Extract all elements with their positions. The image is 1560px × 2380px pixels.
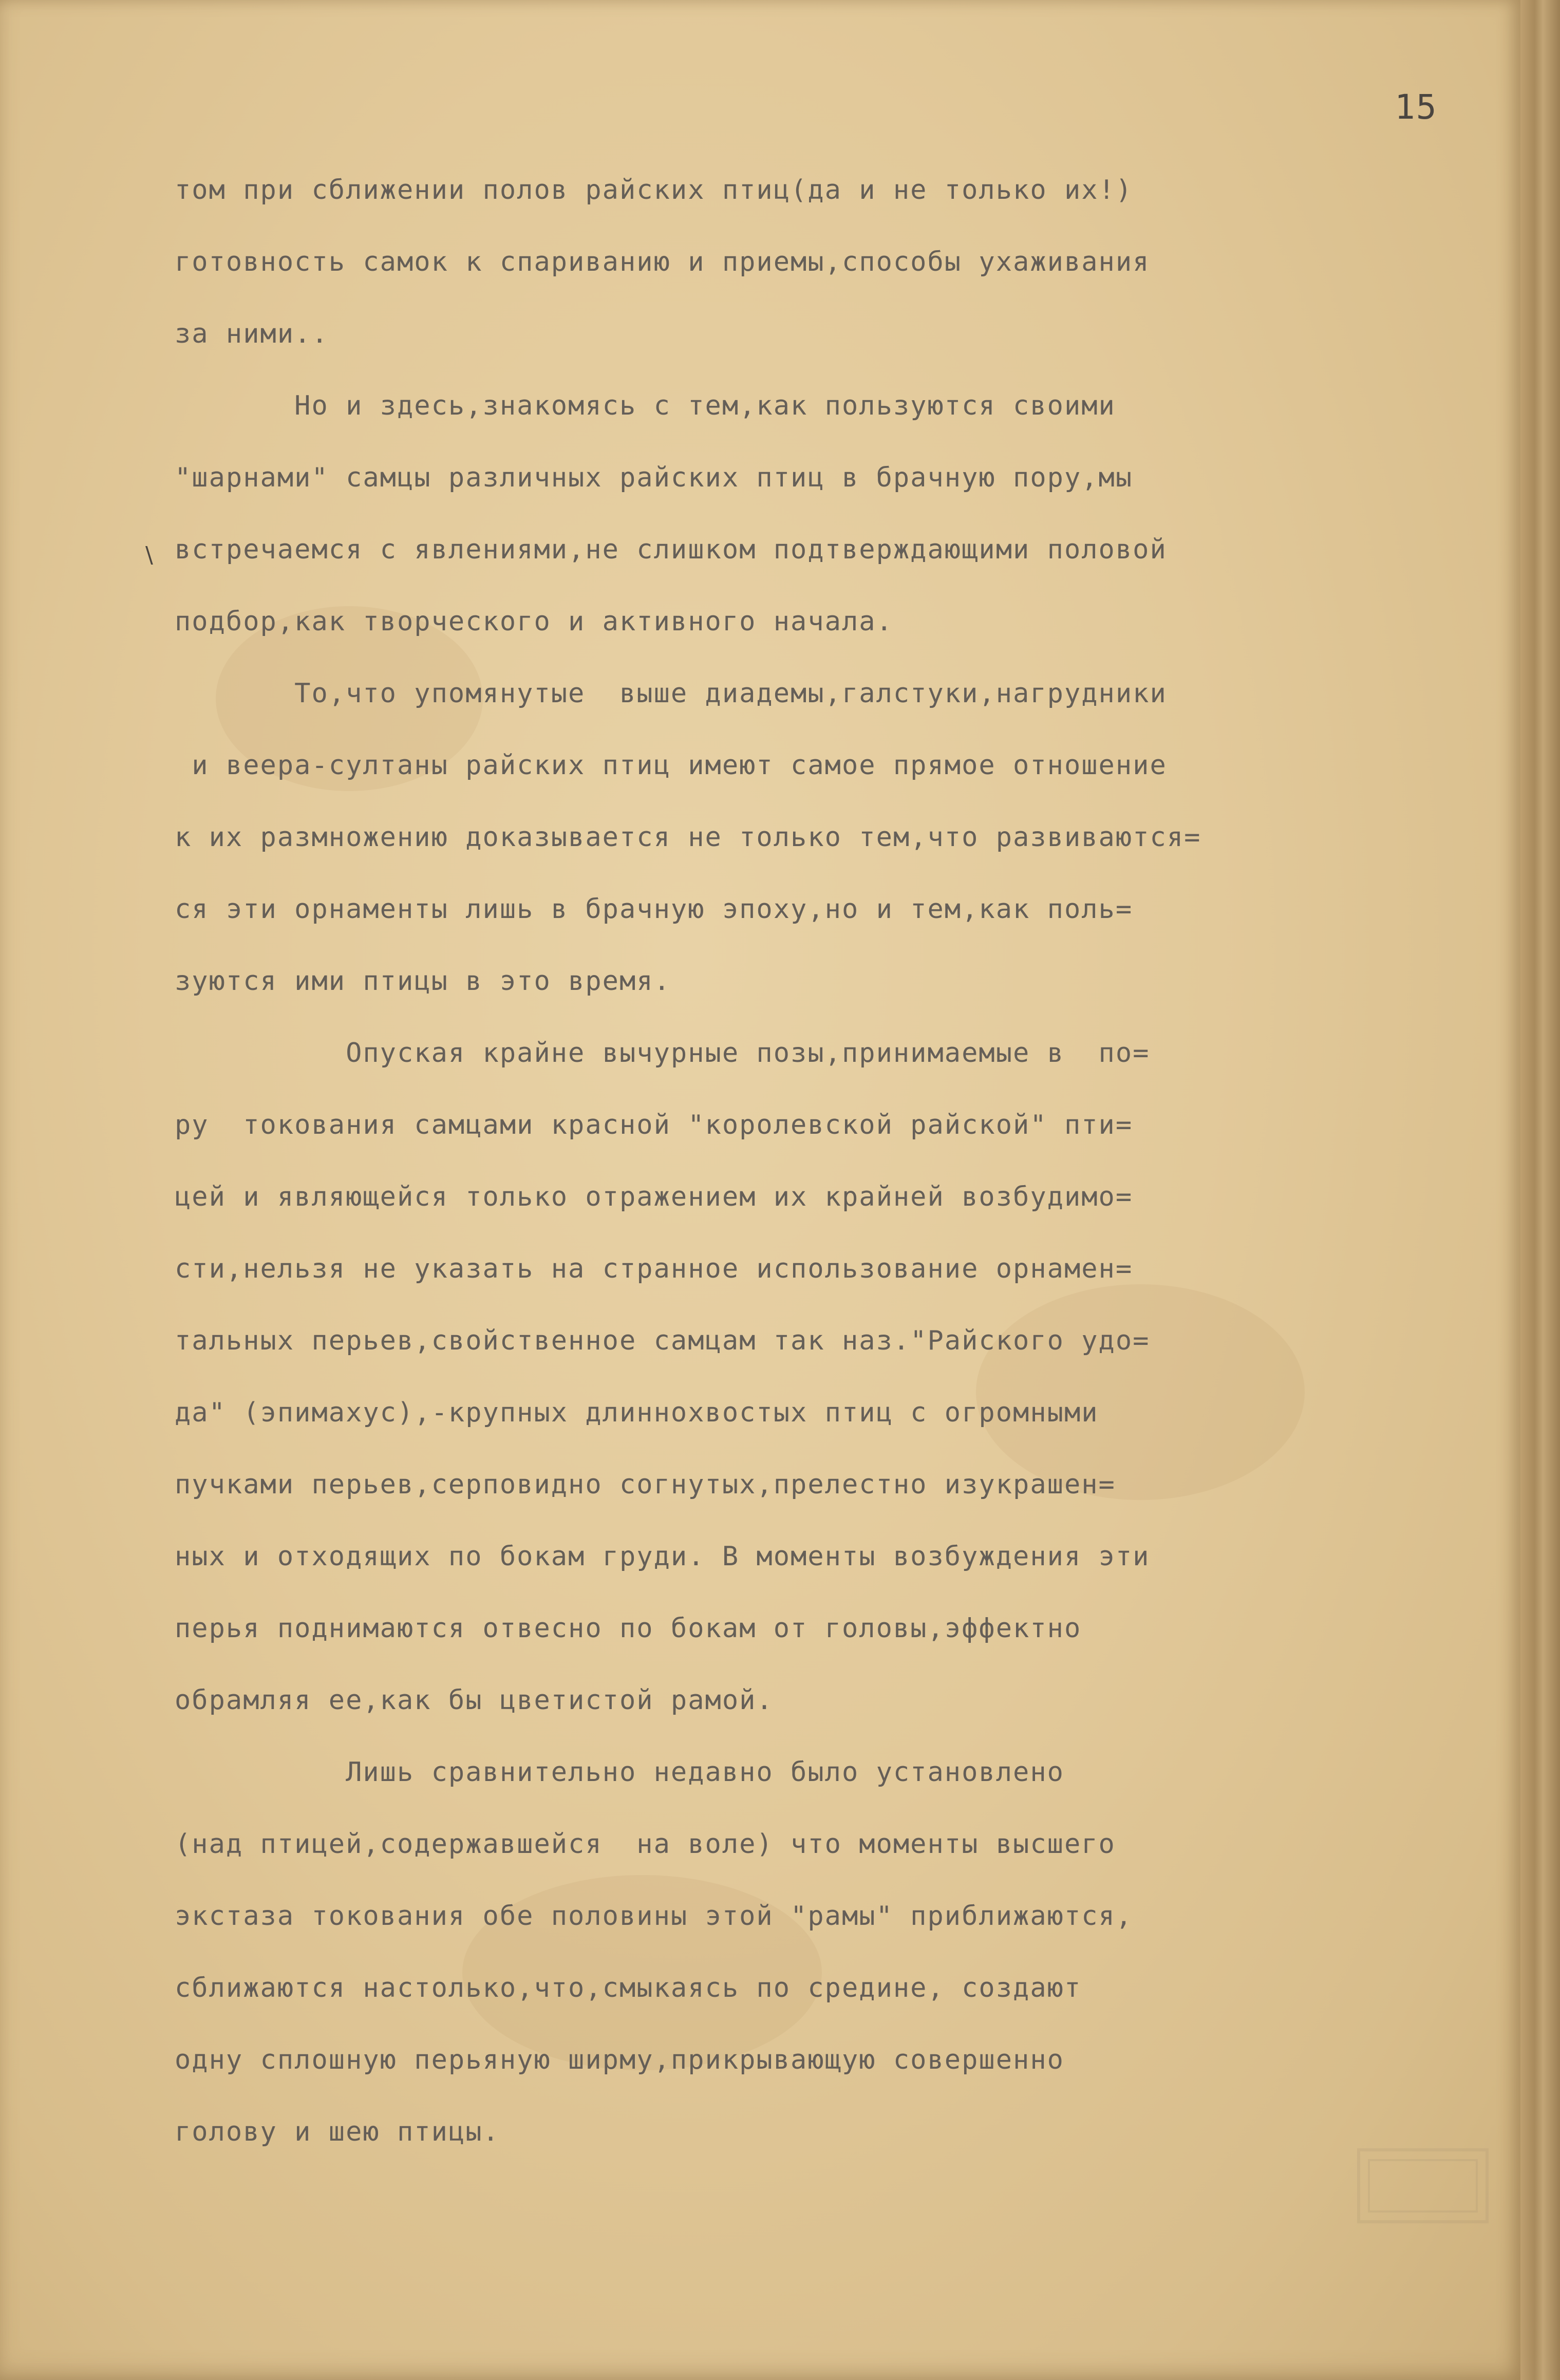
text-line: подбор,как творческого и активного начала. xyxy=(175,606,893,637)
text-line: голову и шею птицы. xyxy=(175,2116,500,2147)
body-text xyxy=(175,154,1520,2168)
text-line: обрамляя ее,как бы цветистой рамой. xyxy=(175,1685,774,1716)
text-line: (над птицей,содержавшейся на воле) что моменты высшего xyxy=(175,1829,1116,1860)
text-line: том при сближении полов райских птиц(да и не только их!) xyxy=(175,175,1133,205)
text-line: экстаза токования обе половины этой "рамы" приближаются, xyxy=(175,1901,1133,1932)
page-number: 15 xyxy=(1395,87,1438,127)
text-line: Но и здесь,знакомясь с тем,как пользуются своими xyxy=(175,390,1116,421)
text-line: сти,нельзя не указать на странное использование орнамен= xyxy=(175,1253,1133,1284)
text-line: сближаются настолько,что,смыкаясь по средине, создают xyxy=(175,1973,1082,2003)
text-line: То,что упомянутые выше диадемы,галстуки,нагрудники xyxy=(175,678,1167,709)
text-line: тальных перьев,свойственное самцам так наз."Райского удо= xyxy=(175,1325,1150,1356)
text-line: и веера-султаны райских птиц имеют самое прямое отношение xyxy=(175,750,1167,781)
text-line: перья поднимаются отвесно по бокам от головы,эффектно xyxy=(175,1613,1082,1644)
text-line: зуются ими птицы в это время. xyxy=(175,966,671,997)
text-line: к их размножению доказывается не только тем,что развиваются= xyxy=(175,822,1201,853)
text-line: цей и являющейся только отражением их крайней возбудимо= xyxy=(175,1182,1133,1212)
text-line: пучками перьев,серповидно согнутых,прелестно изукрашен= xyxy=(175,1469,1116,1500)
text-line: готовность самок к спариванию и приемы,способы ухаживания xyxy=(175,247,1150,277)
text-line: Опуская крайне вычурные позы,принимаемые в по= xyxy=(175,1038,1150,1069)
text-line: да" (эпимахус),-крупных длиннохвостых птиц с огромными xyxy=(175,1397,1099,1428)
text-line: встречаемся с явлениями,не слишком подтверждающими половой xyxy=(175,534,1167,565)
text-line: за ними.. xyxy=(175,318,329,349)
archive-watermark xyxy=(1356,2147,1490,2224)
margin-mark: \ xyxy=(145,542,153,568)
text-line: ся эти орнаменты лишь в брачную эпоху,но и тем,как поль= xyxy=(175,894,1133,925)
text-line: ных и отходящих по бокам груди. В моменты возбуждения эти xyxy=(175,1541,1150,1572)
text-line: Лишь сравнительно недавно было установлено xyxy=(175,1757,1064,1788)
text-line: "шарнами" самцы различных райских птиц в брачную пору,мы xyxy=(175,462,1133,493)
text-line: одну сплошную перьяную ширму,прикрывающую совершенно xyxy=(175,2045,1064,2075)
text-line: ру токования самцами красной "королевской райской" пти= xyxy=(175,1110,1133,1140)
